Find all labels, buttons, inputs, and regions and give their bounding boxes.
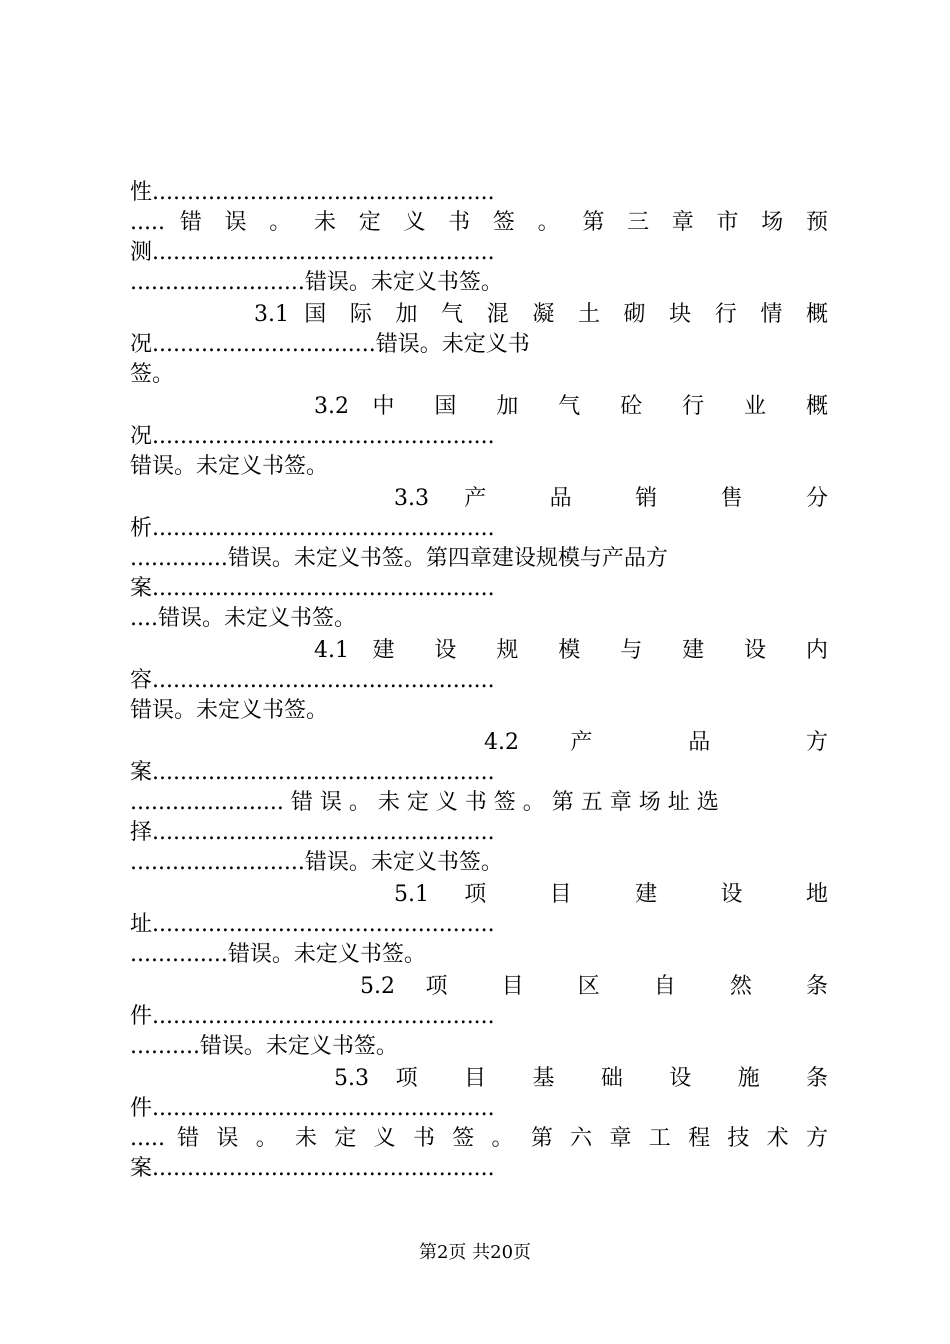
toc-heading-3-2: 3.2 中 国 加 气 砼 行 业 概: [314, 394, 828, 419]
toc-line: 择.................................................: [130, 820, 495, 845]
toc-line: 错误。未定义书签。: [130, 698, 329, 723]
toc-line: ..... 错 误 。 未 定 义 书 签 。 第 三 章 市 场 预: [130, 210, 828, 235]
toc-line: ..........错误。未定义书签。: [130, 1034, 398, 1059]
toc-line: .........................错误。未定义书签。: [130, 850, 503, 875]
toc-line: 析.................................................: [130, 516, 495, 541]
toc-line: 案.................................................: [130, 1156, 495, 1181]
toc-line: 件.................................................: [130, 1004, 495, 1029]
toc-heading-5-3: 5.3 项 目 基 础 设 施 条: [334, 1066, 828, 1091]
toc-heading-5-2: 5.2 项 目 区 自 然 条: [360, 974, 828, 999]
toc-line: ...................... 错 误 。 未 定 义 书 签 。 第 五 章 场 址 选: [130, 790, 719, 815]
toc-line: ....错误。未定义书签。: [130, 606, 356, 631]
toc-line: ..............错误。未定义书签。: [130, 942, 426, 967]
toc-heading-4-2: 4.2 产 品 方: [484, 730, 828, 755]
toc-line: 址.................................................: [130, 912, 495, 937]
toc-line: ..... 错 误 。 未 定 义 书 签 。 第 六 章 工 程 技 术 方: [130, 1126, 828, 1151]
toc-line: 性.................................................: [130, 180, 495, 205]
toc-line: 错误。未定义书签。: [130, 454, 329, 479]
toc-line: 况.................................................: [130, 424, 495, 449]
toc-heading-3-3: 3.3 产 品 销 售 分: [394, 486, 828, 511]
toc-heading-3-1: 3.1 国 际 加 气 混 凝 土 砌 块 行 情 概: [254, 302, 828, 327]
page-number-footer: 第2页 共20页: [418, 1242, 532, 1263]
toc-line: 案.................................................: [130, 576, 495, 601]
toc-line: 案.................................................: [130, 760, 495, 785]
toc-line: 容.................................................: [130, 668, 495, 693]
toc-heading-4-1: 4.1 建 设 规 模 与 建 设 内: [314, 638, 828, 663]
toc-heading-5-1: 5.1 项 目 建 设 地: [394, 882, 828, 907]
toc-line: ..............错误。未定义书签。第四章建设规模与产品方: [130, 546, 668, 571]
toc-line: 况................................错误。未定义书: [130, 332, 530, 357]
toc-line: 签。: [130, 362, 175, 387]
toc-line: .........................错误。未定义书签。: [130, 270, 503, 295]
toc-line: 测.................................................: [130, 240, 495, 265]
toc-line: 件.................................................: [130, 1096, 495, 1121]
